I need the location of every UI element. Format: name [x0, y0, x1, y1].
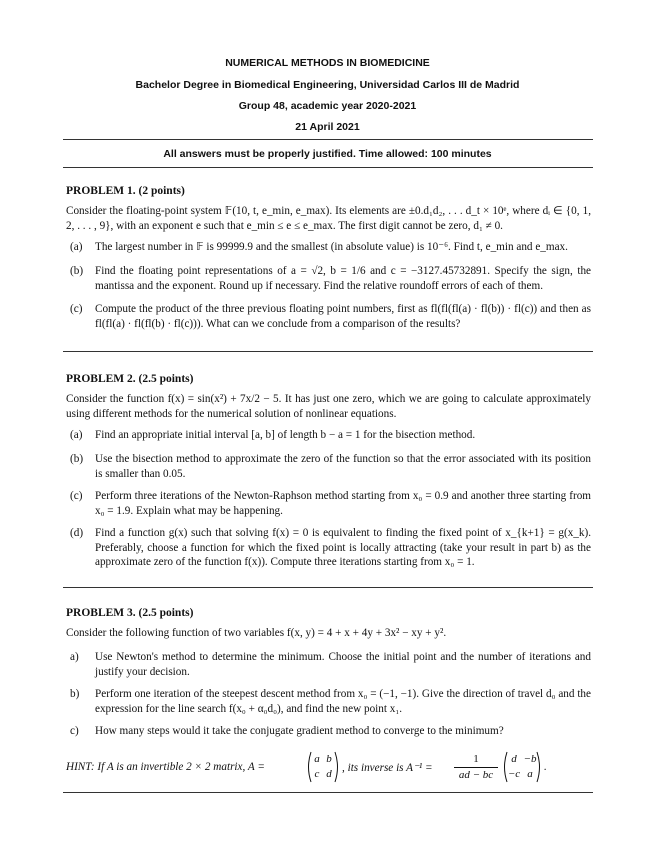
degree-line: Bachelor Degree in Biomedical Engineering, Universidad Carlos III de Madrid — [135, 79, 520, 91]
hint-middle: , its inverse is A⁻¹ = — [342, 762, 433, 774]
problem-1-item-c — [70, 302, 591, 331]
divider — [63, 139, 593, 140]
matrix-cell: d — [326, 768, 332, 780]
item-label: (a) — [70, 429, 83, 441]
divider — [63, 167, 593, 168]
group-line: Group 48, academic year 2020-2021 — [238, 100, 417, 112]
problem-2-item-c — [70, 489, 591, 518]
matrix-cell: −b — [523, 753, 537, 765]
matrix-a — [306, 751, 340, 783]
item-label: b) — [70, 688, 80, 700]
item-text: Perform one iteration of the steepest descent method from x₀ = (−1, −1). Give the direction of travel d₀ and the expression for the line search f(x₀ + α₀d₀), and find the new point x₁. — [95, 688, 591, 715]
fraction — [454, 753, 498, 782]
hint-prefix: HINT: If A is an invertible 2 × 2 matrix, A = — [66, 761, 265, 773]
fraction-denominator: ad − bc — [458, 769, 494, 781]
problem-2-item-a — [70, 428, 591, 443]
divider — [63, 351, 593, 352]
matrix-inverse — [502, 751, 542, 783]
fraction-numerator: 1 — [473, 753, 479, 765]
item-label: (b) — [70, 453, 84, 465]
problem-3-title: PROBLEM 3. (2.5 points) — [66, 607, 194, 619]
item-text: How many steps would it take the conjugate gradient method to converge to the minimum? — [95, 725, 504, 737]
item-label: (c) — [70, 303, 83, 315]
problem-3-intro: Consider the following function of two variables f(x, y) = 4 + x + 4y + 3x² − xy + y². — [66, 627, 447, 639]
matrix-cell: a — [527, 768, 533, 780]
problem-1-intro: Consider the floating-point system 𝔽(10, t, e_min, e_max). Its elements are ±0.d₁d₂, . . . d_t × 10ᵉ, where dᵢ ∈ {0, 1, 2, . . . , 9}, with an exponent e such that e_min ≤ e ≤ e_max. The first digit cannot be zero, d₁ ≠ 0. — [66, 205, 591, 232]
problem-2-item-d — [70, 526, 591, 570]
hint-suffix: . — [544, 761, 547, 773]
exam-date: 21 April 2021 — [295, 121, 360, 133]
item-text: Find the floating point representations of a = √2, b = 1/6 and c = −3127.45732891. Specify the sign, the mantissa and the exponent. Round up if necessary. Find the relative roundoff errors of each of them. — [95, 265, 591, 292]
item-text: Use Newton's method to determine the minimum. Choose the initial point and the number of iterations and justify your decision. — [95, 651, 591, 678]
matrix-cell: a — [314, 753, 320, 765]
matrix-cell: c — [314, 768, 320, 780]
problem-2-title: PROBLEM 2. (2.5 points) — [66, 373, 194, 385]
problem-2-item-b — [70, 452, 591, 481]
item-text: Find an appropriate initial interval [a, b] of length b − a = 1 for the bisection method. — [95, 429, 476, 441]
problem-3-item-c — [70, 724, 591, 739]
problem-1-item-a — [70, 240, 591, 255]
item-text: Find a function g(x) such that solving f(x) = 0 is equivalent to finding the fixed point of x_{k+1} = g(x_k). Preferably, choose a function for which the fixed point is locally attracting (take your result in part b) as the approximate zero of the function f(x)). Compute three iterations starting from x₀ = 1. — [95, 527, 591, 568]
item-text: Compute the product of the three previous floating point numbers, first as fl(fl(fl(a) · fl(b)) · fl(c)) and then as fl(fl(a) · fl(fl(b) · fl(c))). What can we conclude from a comparison of the results? — [95, 303, 591, 330]
problem-1-title: PROBLEM 1. (2 points) — [66, 185, 185, 197]
fraction-bar — [454, 767, 498, 768]
problem-2-intro: Consider the function f(x) = sin(x²) + 7x/2 − 5. It has just one zero, which we are going to calculate approximately using different methods for the numerical solution of nonlinear equations. — [66, 393, 591, 420]
instructions: All answers must be properly justified. Time allowed: 100 minutes — [163, 148, 492, 160]
item-label: (a) — [70, 241, 83, 253]
matrix-cell: d — [511, 753, 517, 765]
matrix-cell: b — [326, 753, 332, 765]
item-text: Use the bisection method to approximate the zero of the function so that the error associated with its position is smaller than 0.05. — [95, 453, 591, 480]
divider — [63, 792, 593, 793]
course-title: NUMERICAL METHODS IN BIOMEDICINE — [225, 57, 430, 69]
problem-1-item-b — [70, 264, 591, 293]
item-label: c) — [70, 725, 79, 737]
problem-3-item-b — [70, 687, 591, 716]
item-text: Perform three iterations of the Newton-Raphson method starting from x₀ = 0.9 and another three starting from x₀ = 1.9. Explain what may be happening. — [95, 490, 591, 517]
item-text: The largest number in 𝔽 is 99999.9 and the smallest (in absolute value) is 10⁻⁶. Find t, e_min and e_max. — [95, 241, 568, 253]
item-label: a) — [70, 651, 79, 663]
hint — [66, 750, 591, 786]
item-label: (c) — [70, 490, 83, 502]
problem-3-item-a — [70, 650, 591, 679]
item-label: (b) — [70, 265, 84, 277]
matrix-cell: −c — [507, 768, 521, 780]
divider — [63, 587, 593, 588]
item-label: (d) — [70, 527, 84, 539]
